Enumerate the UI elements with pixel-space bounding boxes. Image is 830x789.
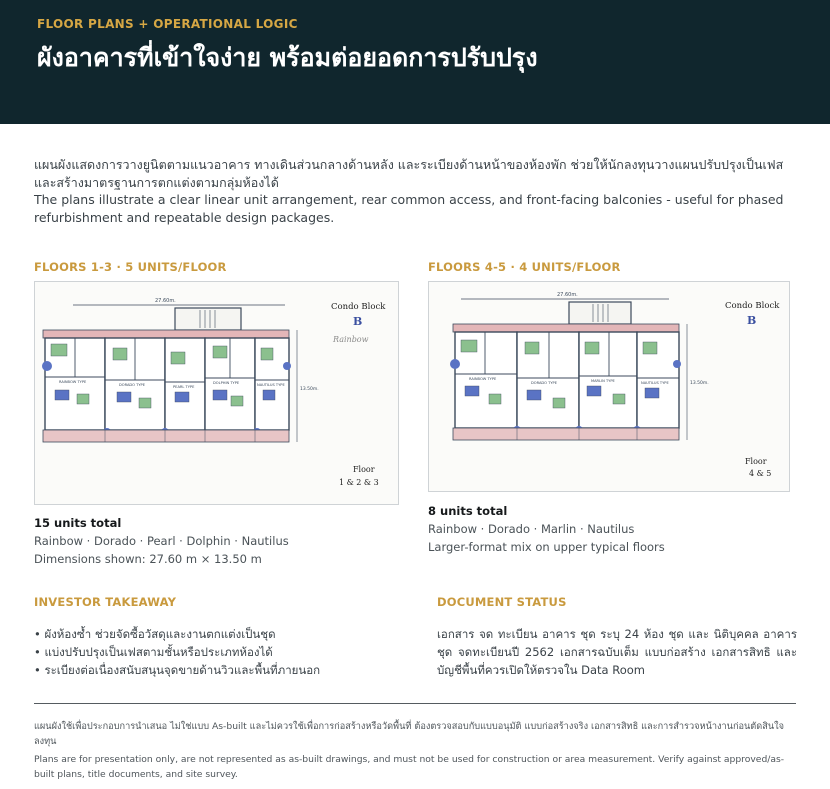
document-status-text: เอกสาร จด ทะเบียน อาคาร ชุด ระบุ 24 ห้อง ชุด และ นิติบุคคล อาคาร ชุด จดทะเบียนปี 2562 เอกสารฉบับเต็ม แบบก่อสร้าง เอกสารสิทธิ และบัญชีพื้นที่ควรเปิดให้ตรวจใน Data Room — [437, 627, 797, 677]
plan-1-room-label: NAUTILUS TYPE — [257, 383, 285, 387]
list-item: • ระเบียงต่อเนื่องสนับสนุนจุดขายด้านวิวและพื้นที่ภายนอก — [34, 661, 404, 679]
plan-1-room-label: PEARL TYPE — [173, 385, 195, 389]
header-eyebrow: FLOOR PLANS + OPERATIONAL LOGIC — [37, 17, 298, 31]
plan-1-handwritten-note: Rainbow — [333, 335, 369, 344]
plan-2-dimension: 27.60m. — [557, 292, 578, 298]
plan-2-floor-numbers: 4 & 5 — [749, 469, 772, 478]
plan-1-room-label: DORADO TYPE — [119, 383, 145, 387]
plan-1-floor-numbers: 1 & 2 & 3 — [339, 478, 379, 487]
plan-1-caption — [34, 514, 399, 568]
plan-2-floor-word: Floor — [745, 457, 767, 466]
disclaimer-english: Plans are for presentation only, are not represented as as-built drawings, and must not be used for construction or area measurement. Verify against approved/as-built plans, title documents, and site survey. — [34, 754, 785, 780]
document-status-label: DOCUMENT STATUS — [437, 595, 567, 609]
disclaimer — [34, 719, 798, 785]
page-header — [0, 0, 830, 124]
plan-2-types: Rainbow · Dorado · Marlin · Nautilus — [428, 522, 635, 536]
plan-1-block-letter: B — [353, 315, 363, 328]
plan-1-room-label: RAINBOW TYPE — [59, 380, 87, 384]
plan-1-corridor — [43, 330, 289, 338]
plan-2-block-letter: B — [747, 314, 757, 327]
plan-2-corridor — [453, 324, 679, 332]
plan-1-room-label: DOLPHIN TYPE — [213, 381, 240, 385]
floor-plan-1-image — [34, 281, 399, 505]
plan-1-types: Rainbow · Dorado · Pearl · Dolphin · Nautilus — [34, 534, 289, 548]
plan-2-note: Larger-format mix on upper typical floors — [428, 540, 665, 554]
list-item: • แบ่งปรับปรุงเป็นเฟสตามชั้นหรือประเภทห้องได้ — [34, 643, 404, 661]
floor-plan-1-drawing — [35, 282, 398, 504]
plan-1-balconies — [43, 430, 289, 442]
plan-1-unit-pearl — [165, 338, 205, 430]
floor-plan-2-drawing — [429, 282, 789, 491]
plan-1-label: FLOORS 1-3 · 5 UNITS/FLOOR — [34, 260, 227, 274]
plan-1-dimension: 27.60m. — [155, 298, 176, 304]
takeaway-list — [34, 625, 404, 679]
plan-2-room-label: NAUTILUS TYPE — [641, 381, 669, 385]
disclaimer-thai: แผนผังใช้เพื่อประกอบการนำเสนอ ไม่ใช่แบบ As-built และไม่ควรใช้เพื่อการก่อสร้างหรือวัดพื้นที่ ต้องตรวจสอบกับแบบอนุมัติ แบบก่อสร้างจริง เอกสารสิทธิ และการสำรวจหน้างานก่อนตัดสินใจลงทุน — [34, 721, 784, 747]
plan-1-total: 15 units total — [34, 516, 122, 530]
plan-2-label: FLOORS 4-5 · 4 UNITS/FLOOR — [428, 260, 621, 274]
plan-2-caption — [428, 502, 793, 556]
plan-2-room-label: MARLIN TYPE — [591, 379, 615, 383]
plan-1-floor-word: Floor — [353, 465, 375, 474]
takeaway-label: INVESTOR TAKEAWAY — [34, 595, 177, 609]
plan-2-block-label: Condo Block — [725, 301, 780, 311]
plan-2-balconies — [453, 428, 679, 440]
plan-2-total: 8 units total — [428, 504, 508, 518]
plan-2-side-dimension: 13.50m. — [690, 381, 709, 386]
plan-2-room-label: DORADO TYPE — [531, 381, 557, 385]
footer-divider — [34, 703, 796, 704]
floor-plan-2-image — [428, 281, 790, 492]
plan-2-room-label: RAINBOW TYPE — [469, 377, 497, 381]
intro-english: The plans illustrate a clear linear unit arrangement, rear common access, and front-facing balconies - useful for phased refurbishment and repeatable design packages. — [34, 192, 784, 225]
intro-thai: แผนผังแสดงการวางยูนิตตามแนวอาคาร ทางเดินส่วนกลางด้านหลัง และระเบียงด้านหน้าของห้องพัก ช่วยให้นักลงทุนวางแผนปรับปรุงเป็นเฟสและสร้างมาตรฐานการตกแต่งตามกลุ่มห้องได้ — [34, 157, 784, 190]
page-title: ผังอาคารที่เข้าใจง่าย พร้อมต่อยอดการปรับปรุง — [37, 43, 538, 72]
plan-1-block-label: Condo Block — [331, 302, 386, 312]
plan-1-stair-core — [175, 308, 241, 330]
plan-1-dimensions: Dimensions shown: 27.60 m × 13.50 m — [34, 552, 262, 566]
plan-1-side-dimension: 13.50m. — [300, 387, 319, 392]
list-item: • ผังห้องซ้ำ ช่วยจัดซื้อวัสดุและงานตกแต่งเป็นชุด — [34, 625, 404, 643]
plan-2-stair-core — [569, 302, 631, 324]
intro-text — [34, 156, 798, 226]
